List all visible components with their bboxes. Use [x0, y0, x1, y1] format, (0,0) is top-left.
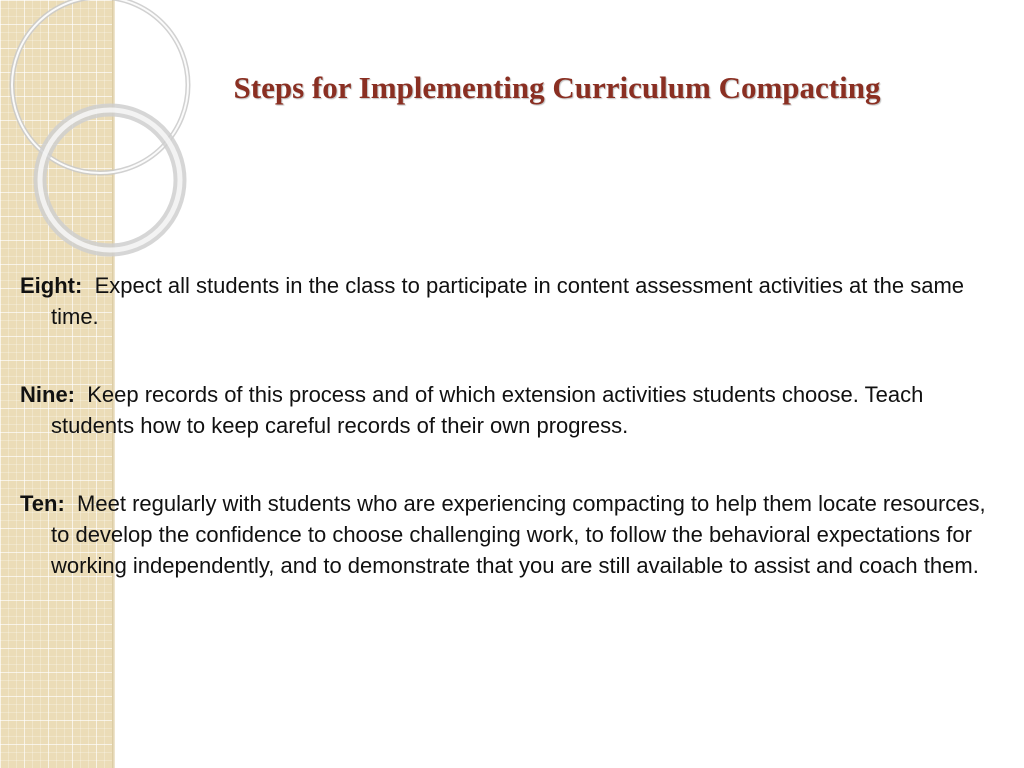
step-eight: [20, 270, 1000, 332]
step-ten: [20, 488, 1000, 581]
decorative-rings-icon: [0, 0, 240, 260]
step-text: Meet regularly with students who are experiencing compacting to help them locate resources, to develop the confidence to choose challenging work, to follow the behavioral expectations for working independently, and to demonstrate that you are still available to assist and coach them.: [51, 491, 986, 578]
step-nine: [20, 379, 1000, 441]
step-label: Ten:: [20, 491, 65, 516]
slide-title: Steps for Implementing Curriculum Compacting: [233, 70, 881, 105]
step-label: Eight:: [20, 273, 83, 298]
steps-list: [20, 270, 1000, 628]
step-label: Nine:: [20, 382, 75, 407]
step-text: Keep records of this process and of which extension activities students choose. Teach students how to keep careful records of their own progress.: [51, 382, 924, 438]
step-text: Expect all students in the class to participate in content assessment activities at the same time.: [51, 273, 965, 329]
